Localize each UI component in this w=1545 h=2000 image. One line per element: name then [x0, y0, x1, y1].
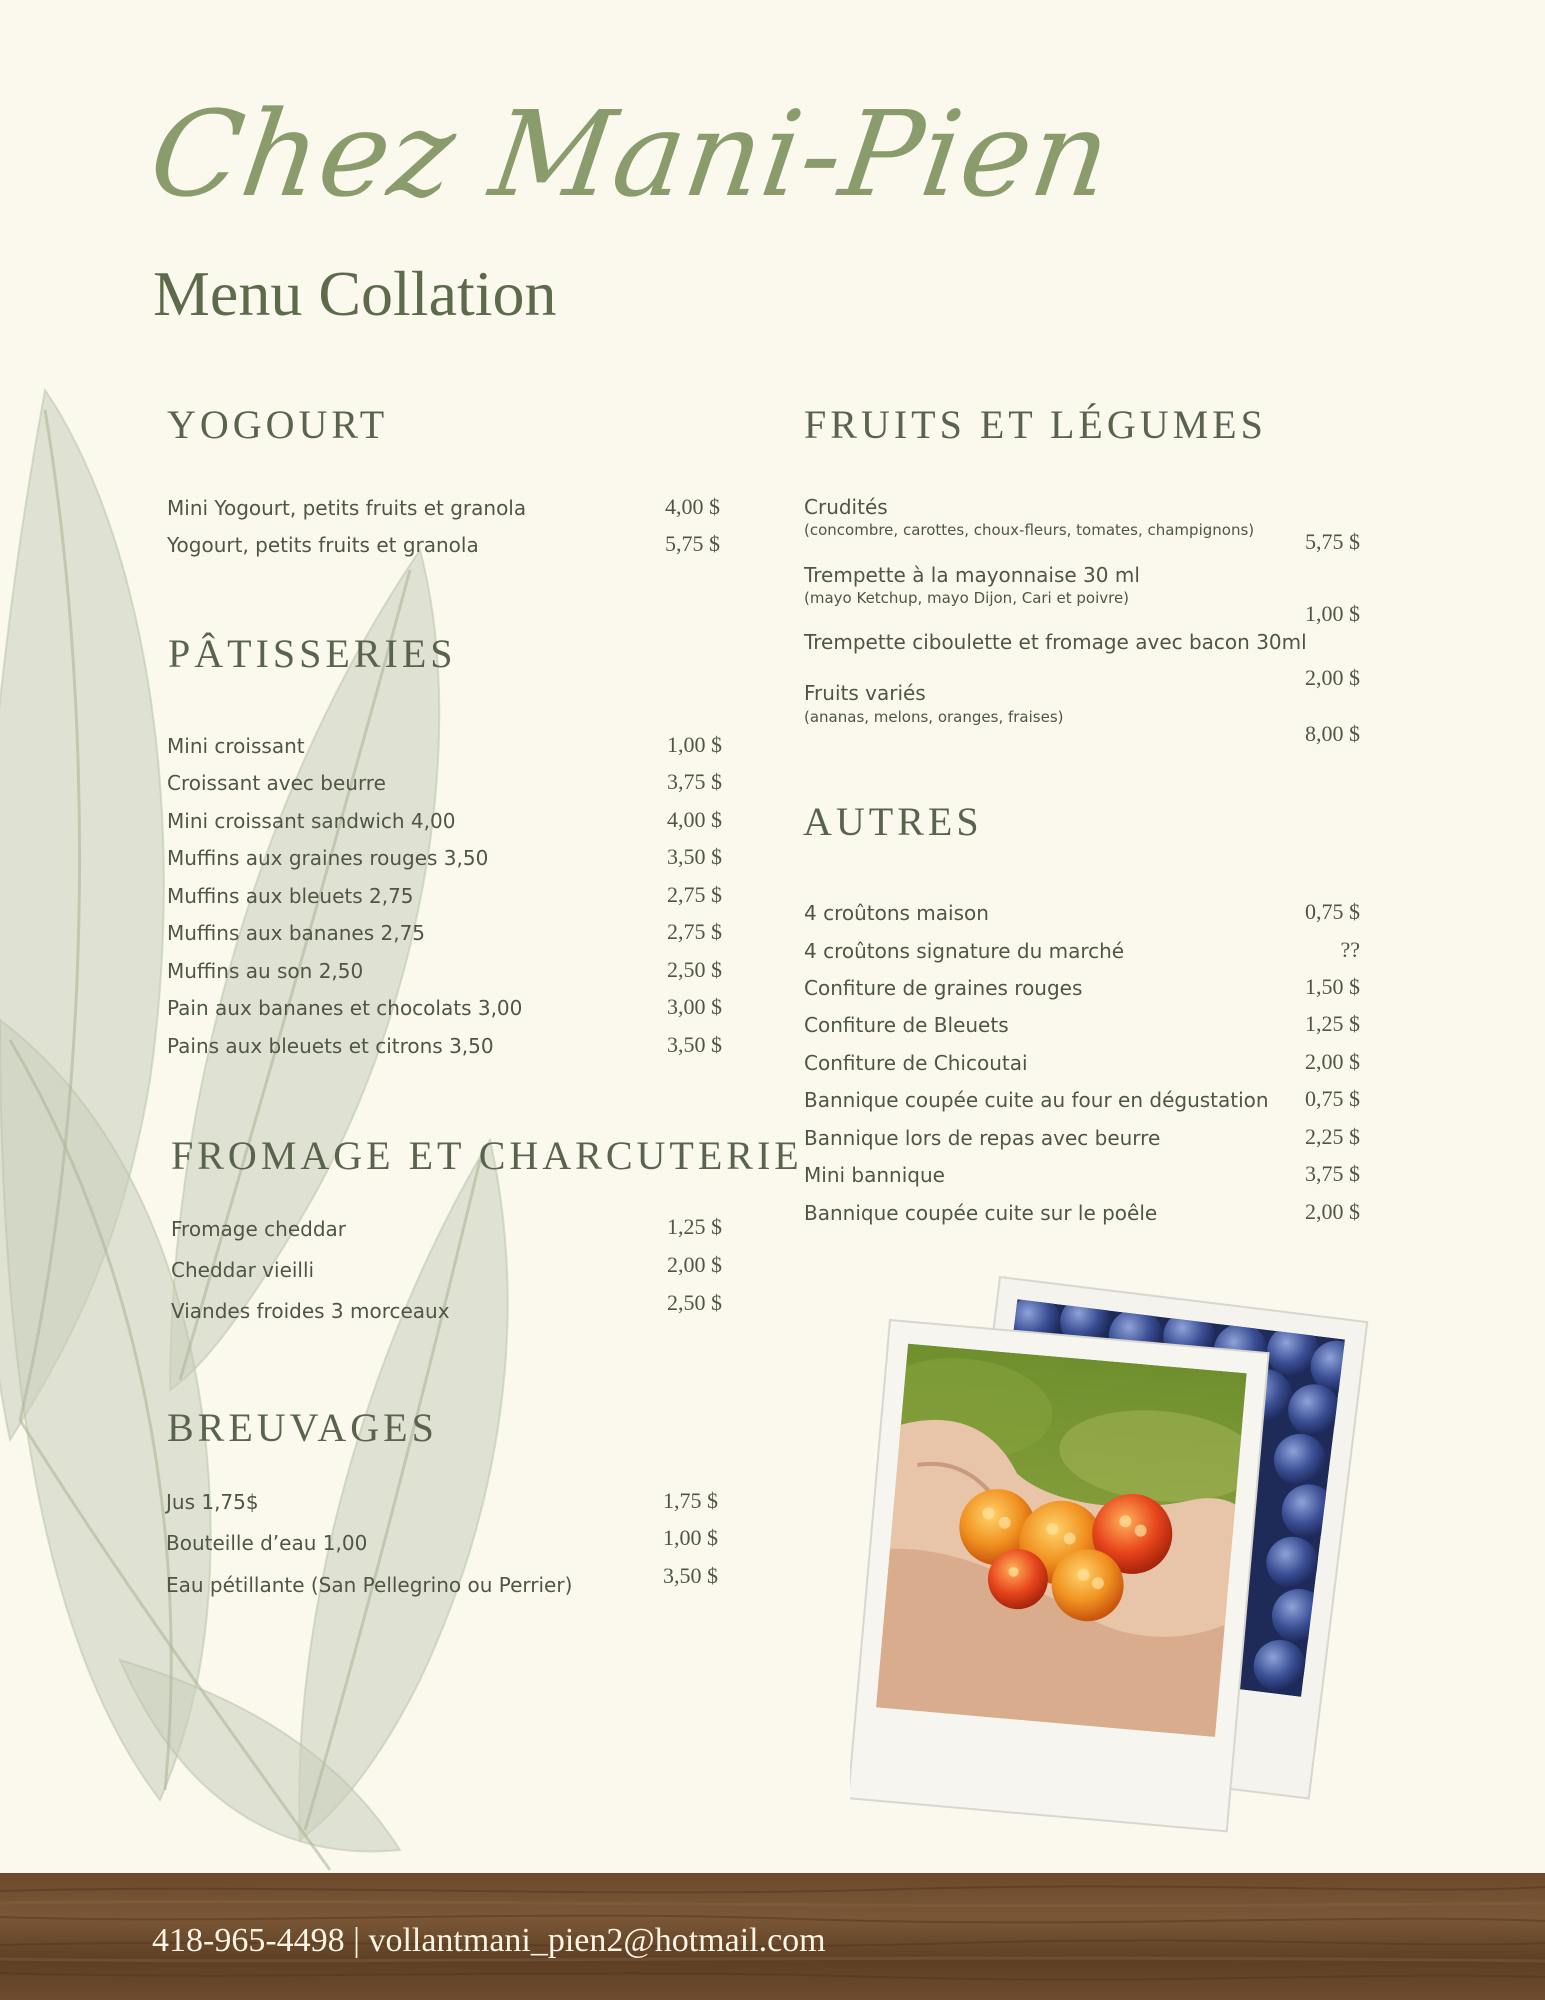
menu-item-name: Viandes froides 3 morceaux: [171, 1299, 450, 1323]
menu-item-price: 1,00 $: [663, 1525, 718, 1550]
menu-item-price: 8,00 $: [1305, 721, 1360, 746]
section-title-fromage: FROMAGE ET CHARCUTERIE: [171, 1133, 803, 1178]
menu-item-price: 2,75 $: [667, 919, 722, 944]
menu-item-name: 4 croûtons maison: [804, 901, 989, 925]
menu-item-name: Mini bannique: [804, 1163, 945, 1187]
menu-item-price: 3,50 $: [663, 1563, 718, 1588]
menu-item-price: 2,00 $: [1305, 1049, 1360, 1074]
menu-item-name: Croissant avec beurre: [167, 771, 386, 795]
menu-item-name: Yogourt, petits fruits et granola: [167, 533, 479, 557]
menu-item-price: 3,00 $: [667, 994, 722, 1019]
polaroid-photos: [850, 1265, 1370, 1850]
menu-item-name: Fruits variés: [804, 681, 926, 705]
menu-item-name: Crudités: [804, 495, 888, 519]
menu-subtitle: Menu Collation: [153, 258, 557, 329]
menu-item-price: 1,25 $: [1305, 1011, 1360, 1036]
menu-item-note: (ananas, melons, oranges, fraises): [804, 708, 1064, 726]
menu-item-name: Trempette à la mayonnaise 30 ml: [804, 563, 1140, 587]
menu-item-name: Bouteille d’eau 1,00: [166, 1531, 368, 1555]
menu-item-name: Bannique coupée cuite sur le poêle: [804, 1201, 1158, 1225]
section-title-breuvages: BREUVAGES: [167, 1405, 438, 1450]
menu-item-price: 2,50 $: [667, 1290, 722, 1315]
contact-info: 418-965-4498 | vollantmani_pien2@hotmail.com: [152, 1922, 826, 1959]
menu-item-price: 4,00 $: [667, 807, 722, 832]
menu-item-name: Trempette ciboulette et fromage avec bacon 30ml: [804, 630, 1307, 654]
menu-item-name: Jus 1,75$: [166, 1490, 259, 1514]
menu-item-price: 2,00 $: [667, 1252, 722, 1277]
menu-item-price: 1,00 $: [667, 732, 722, 757]
menu-item-name: Mini Yogourt, petits fruits et granola: [167, 496, 527, 520]
menu-item-price: 1,25 $: [667, 1214, 722, 1239]
section-title-fruits-legumes: FRUITS ET LÉGUMES: [804, 402, 1267, 447]
menu-item-name: Muffins au son 2,50: [167, 959, 364, 983]
menu-item-price: 0,75 $: [1305, 1086, 1360, 1111]
leaf-watermark-icon: [0, 380, 560, 1880]
restaurant-name: Chez Mani-Pien: [142, 85, 1120, 223]
menu-item-name: Muffins aux graines rouges 3,50: [167, 846, 489, 870]
menu-item-name: 4 croûtons signature du marché: [804, 939, 1125, 963]
menu-item-price: 5,75 $: [1305, 529, 1360, 554]
section-title-yogourt: YOGOURT: [167, 402, 389, 447]
section-title-patisseries: PÂTISSERIES: [168, 631, 457, 676]
menu-item-price: 2,00 $: [1305, 665, 1360, 690]
menu-item-price: 2,50 $: [667, 957, 722, 982]
menu-item-name: Fromage cheddar: [171, 1217, 347, 1241]
menu-item-price: 3,50 $: [667, 844, 722, 869]
menu-item-name: Muffins aux bananes 2,75: [167, 921, 426, 945]
section-title-autres: AUTRES: [803, 799, 983, 844]
menu-item-price: 0,75 $: [1305, 899, 1360, 924]
cloudberries-photo: [850, 1319, 1269, 1831]
menu-item-price: 3,75 $: [667, 769, 722, 794]
menu-item-name: Pain aux bananes et chocolats 3,00: [167, 996, 523, 1020]
menu-item-price: 3,75 $: [1305, 1161, 1360, 1186]
menu-item-name: Mini croissant: [167, 734, 305, 758]
menu-item-note: (concombre, carottes, choux-fleurs, tomates, champignons): [804, 521, 1255, 539]
menu-item-price: 1,00 $: [1305, 601, 1360, 626]
menu-item-name: Confiture de Chicoutai: [804, 1051, 1028, 1075]
menu-item-name: Muffins aux bleuets 2,75: [167, 884, 414, 908]
menu-item-name: Pains aux bleuets et citrons 3,50: [167, 1034, 494, 1058]
menu-item-note: (mayo Ketchup, mayo Dijon, Cari et poivre): [804, 589, 1130, 607]
menu-item-name: Mini croissant sandwich 4,00: [167, 809, 456, 833]
menu-item-price: 5,75 $: [665, 531, 720, 556]
menu-item-name: Eau pétillante (San Pellegrino ou Perrier): [166, 1573, 573, 1597]
menu-item-name: Bannique coupée cuite au four en dégustation: [804, 1088, 1269, 1112]
menu-item-name: Confiture de graines rouges: [804, 976, 1083, 1000]
menu-item-price: ??: [1340, 937, 1360, 962]
menu-item-name: Confiture de Bleuets: [804, 1013, 1009, 1037]
menu-item-name: Bannique lors de repas avec beurre: [804, 1126, 1161, 1150]
menu-item-price: 4,00 $: [665, 494, 720, 519]
menu-item-price: 1,75 $: [663, 1488, 718, 1513]
menu-item-price: 2,25 $: [1305, 1124, 1360, 1149]
menu-item-price: 2,75 $: [667, 882, 722, 907]
menu-item-price: 3,50 $: [667, 1032, 722, 1057]
menu-item-name: Cheddar vieilli: [171, 1258, 315, 1282]
menu-item-price: 1,50 $: [1305, 974, 1360, 999]
menu-item-price: 2,00 $: [1305, 1199, 1360, 1224]
